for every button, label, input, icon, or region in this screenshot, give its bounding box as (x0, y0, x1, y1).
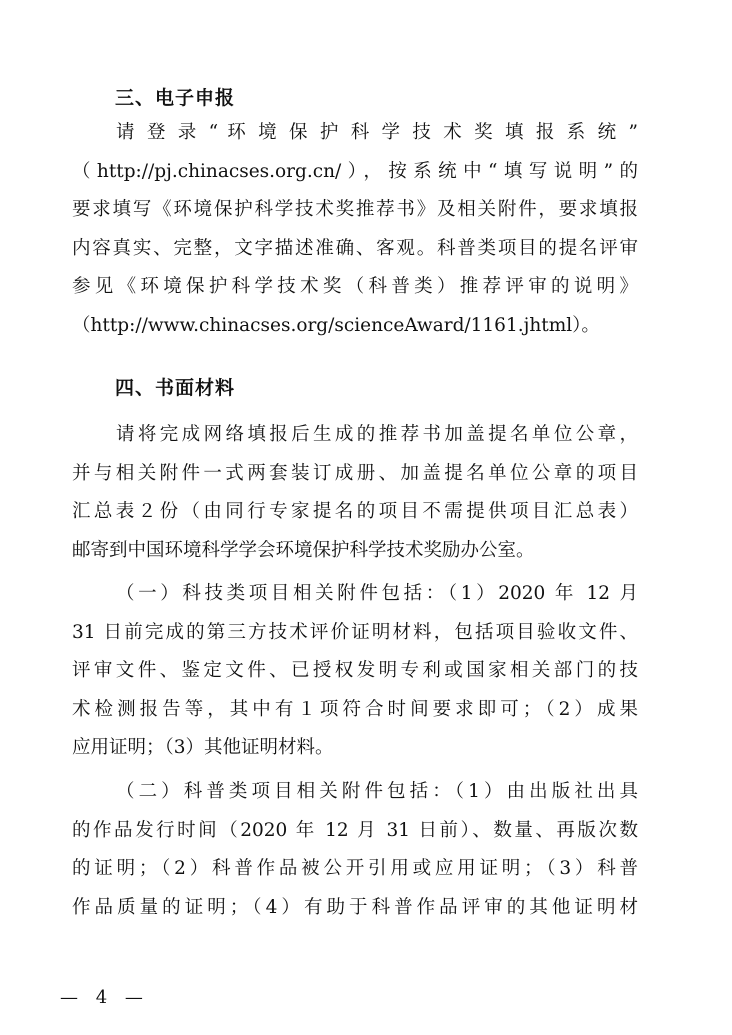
text-line: 内容真实、完整，文字描述准确、客观。科普类项目的提名评审 (72, 237, 638, 259)
text-line: 作品质量的证明；（4）有助于科普作品评审的其他证明材 (72, 896, 638, 918)
section-heading-written-materials: 四、书面材料 (115, 377, 236, 399)
text-line: （http://pj.chinacses.org.cn/），按系统中“填写说明”的 (72, 160, 638, 182)
text-line: 评审文件、鉴定文件、已授权发明专利或国家相关部门的技 (72, 660, 638, 681)
text-line: 的作品发行时间（2020 年 12 月 31 日前）、数量、再版次数 (72, 819, 638, 841)
text-line: 请 登 录 “ 环 境 保 护 科 学 技 术 奖 填 报 系 统 ” (116, 122, 638, 143)
text-line: 要求填写《环境保护科学技术奖推荐书》及相关附件，要求填报 (72, 199, 638, 220)
paragraph-sci-tech-attachments (72, 575, 638, 768)
text-line: 邮寄到中国环境科学学会环境保护科学技术奖励办公室。 (72, 539, 535, 561)
text-line: （http://www.chinacses.org/scienceAward/1161.jhtml）。 (72, 314, 600, 336)
text-line: 汇总表２份（由同行专家提名的项目不需提供项目汇总表） (72, 501, 638, 522)
text-line: 请将完成网络填报后生成的推荐书加盖提名单位公章， (116, 424, 638, 445)
paragraph-submission-instructions (72, 416, 638, 570)
text-line: 术检测报告等，其中有１项符合时间要求即可；（2）成果 (72, 698, 638, 720)
text-line: （二）科普类项目相关附件包括：（1）由出版社出具 (116, 781, 638, 802)
text-line: （一）科技类项目相关附件包括：（1）2020 年 12 月 (116, 583, 638, 604)
paragraph-popular-science-attachments (72, 773, 638, 927)
text-line: 的证明；（2）科普作品被公开引用或应用证明；（3）科普 (72, 858, 638, 879)
text-line: 应用证明；（3）其他证明材料。 (72, 737, 334, 758)
page-number: — 4 — (60, 987, 149, 1008)
section-heading-electronic-application: 三、电子申报 (115, 87, 236, 109)
text-line: 31 日前完成的第三方技术评价证明材料，包括项目验收文件、 (72, 621, 638, 643)
text-line: 参见《环境保护科学技术奖（科普类）推荐评审的说明》 (72, 276, 638, 297)
paragraph-electronic-application (72, 114, 638, 345)
text-line: 并与相关附件一式两套装订成册、加盖提名单位公章的项目 (72, 462, 638, 484)
